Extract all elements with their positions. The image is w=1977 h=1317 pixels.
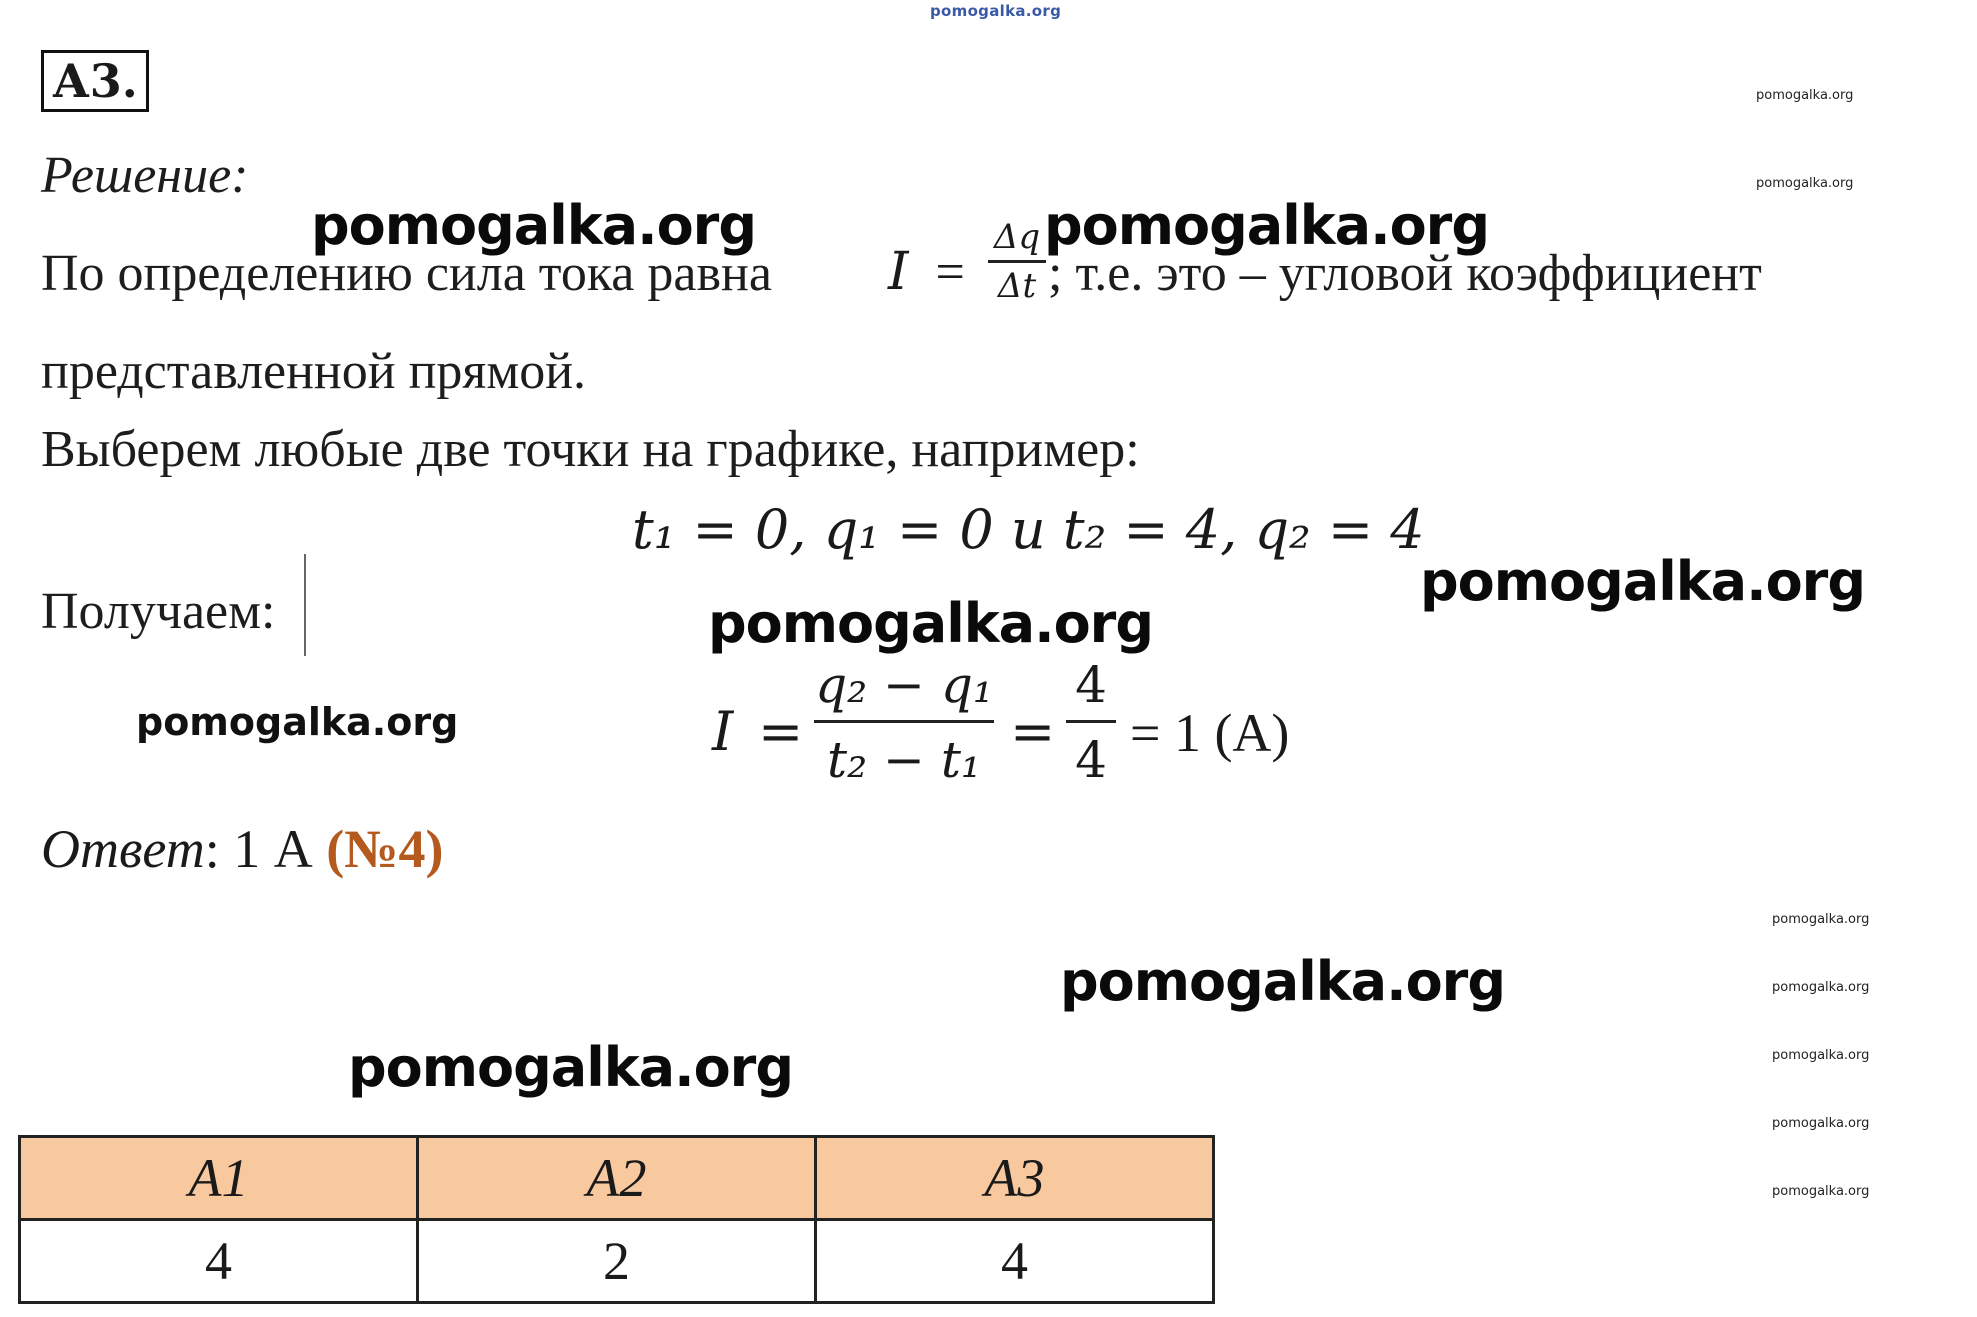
watermark: pomogalka.org [1060, 950, 1505, 1013]
final-equals-1: = [758, 700, 804, 763]
table-header-cell: А3 [816, 1137, 1214, 1220]
points-line: t₁ = 0, q₁ = 0 и t₂ = 4, q₂ = 4 [632, 498, 1425, 561]
final-fraction-numeric [1066, 656, 1116, 789]
delta-fraction [988, 217, 1046, 306]
fraction-numerator: Δq [988, 220, 1046, 263]
final-lhs: I [712, 700, 734, 763]
table-cell: 4 [20, 1220, 418, 1303]
small-watermark: pomogalka.org [1772, 1048, 1870, 1063]
answers-table [18, 1135, 1215, 1304]
table-cell: 2 [418, 1220, 816, 1303]
table-header-cell: А1 [20, 1137, 418, 1220]
fraction-denominator: Δt [997, 266, 1037, 306]
formula-lhs: I [888, 242, 909, 302]
small-watermark: pomogalka.org [1756, 88, 1854, 103]
table-header-cell: А2 [418, 1137, 816, 1220]
final-result: = 1 (А) [1130, 703, 1290, 763]
answer-choice: (№4) [326, 819, 444, 879]
problem-label: А3. [41, 50, 149, 112]
numeric-denominator: 4 [1075, 731, 1107, 789]
watermark: pomogalka.org [348, 1036, 793, 1099]
final-numerator: q₂ − q₁ [814, 660, 994, 723]
solution-heading: Решение: [41, 147, 249, 204]
small-watermark: pomogalka.org [1756, 176, 1854, 191]
final-denominator: t₂ − t₁ [827, 731, 981, 789]
final-equals-2: = [1010, 700, 1056, 763]
final-fraction-main [814, 656, 994, 789]
answer-colon: : [204, 819, 220, 879]
top-watermark: pomogalka.org [930, 2, 1062, 20]
small-watermark: pomogalka.org [1772, 1184, 1870, 1199]
choose-points-text: Выберем любые две точки на графике, например: [41, 421, 1140, 478]
small-watermark: pomogalka.org [1772, 912, 1870, 927]
watermark: pomogalka.org [1044, 194, 1489, 257]
answer-line [41, 818, 443, 880]
numeric-numerator: 4 [1066, 660, 1116, 723]
answer-label: Ответ [41, 819, 205, 879]
small-watermark: pomogalka.org [1772, 1116, 1870, 1131]
answer-value: 1 А [219, 819, 327, 879]
small-watermark: pomogalka.org [1772, 980, 1870, 995]
formula-equals: = [935, 244, 965, 301]
table-header-row [20, 1137, 1214, 1220]
getting-label: Получаем: [41, 583, 276, 640]
watermark: pomogalka.org [136, 700, 459, 744]
line-text: представленной прямой. [41, 343, 587, 400]
current-formula [888, 242, 965, 302]
table-cell: 4 [816, 1220, 1214, 1303]
watermark: pomogalka.org [1420, 550, 1865, 613]
definition-text: По определению сила тока равна [41, 245, 772, 302]
watermark: pomogalka.org [311, 194, 756, 257]
text-caret [304, 554, 306, 656]
slope-text: ; т.е. это – угловой коэффициент [1048, 245, 1762, 302]
watermark: pomogalka.org [708, 592, 1153, 655]
table-row [20, 1220, 1214, 1303]
